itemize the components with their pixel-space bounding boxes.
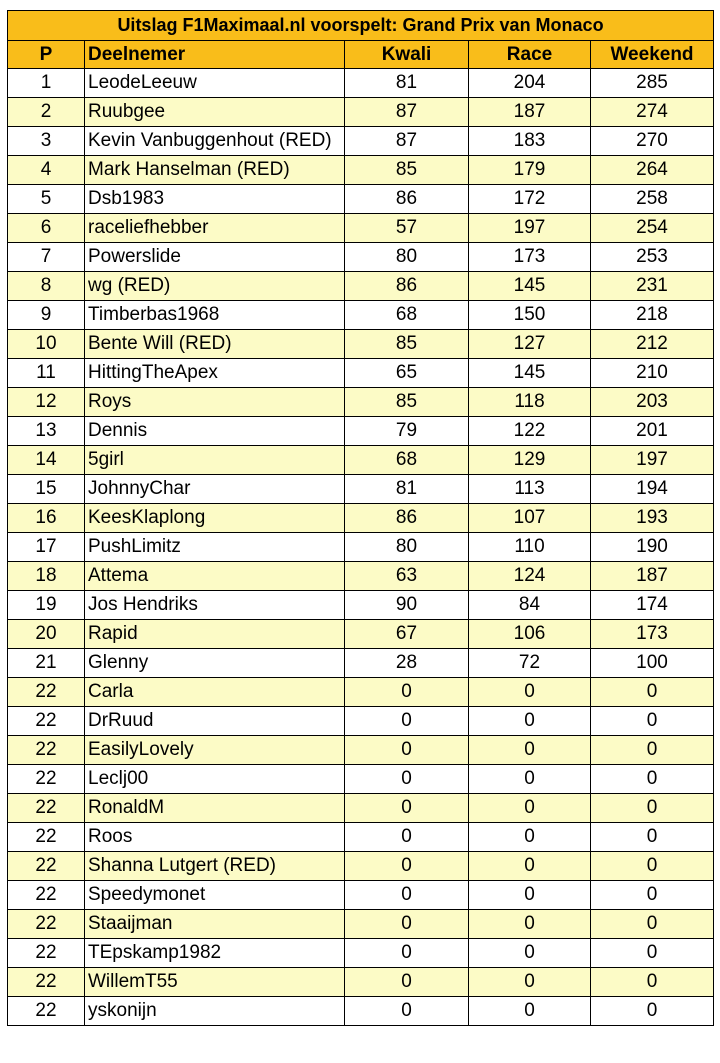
participant-cell[interactable]: TEpskamp1982 (85, 939, 345, 968)
weekend-cell[interactable]: 212 (591, 330, 714, 359)
position-cell[interactable]: 22 (8, 968, 85, 997)
weekend-cell[interactable]: 231 (591, 272, 714, 301)
position-cell[interactable]: 22 (8, 736, 85, 765)
race-cell[interactable]: 118 (469, 388, 591, 417)
table-row (8, 678, 714, 707)
position-cell[interactable]: 8 (8, 272, 85, 301)
qualifying-cell[interactable]: 0 (345, 823, 469, 852)
qualifying-cell[interactable]: 79 (345, 417, 469, 446)
table-row (8, 794, 714, 823)
race-cell[interactable]: 124 (469, 562, 591, 591)
race-cell[interactable]: 150 (469, 301, 591, 330)
participant-cell[interactable]: Leclj00 (85, 765, 345, 794)
race-cell[interactable]: 0 (469, 707, 591, 736)
position-cell[interactable]: 17 (8, 533, 85, 562)
race-cell[interactable]: 179 (469, 156, 591, 185)
qualifying-cell[interactable]: 0 (345, 707, 469, 736)
table-row (8, 243, 714, 272)
qualifying-cell[interactable]: 63 (345, 562, 469, 591)
position-cell[interactable]: 1 (8, 69, 85, 98)
race-cell[interactable]: 0 (469, 765, 591, 794)
weekend-cell[interactable]: 0 (591, 823, 714, 852)
race-cell[interactable]: 127 (469, 330, 591, 359)
table-row (8, 388, 714, 417)
weekend-cell[interactable]: 173 (591, 620, 714, 649)
weekend-cell[interactable]: 0 (591, 707, 714, 736)
table-row (8, 359, 714, 388)
participant-cell[interactable]: yskonijn (85, 997, 345, 1026)
qualifying-cell[interactable]: 0 (345, 678, 469, 707)
weekend-cell[interactable]: 0 (591, 736, 714, 765)
table-row (8, 214, 714, 243)
table-title: Uitslag F1Maximaal.nl voorspelt: Grand Prix van Monaco (8, 11, 714, 41)
table-row (8, 127, 714, 156)
weekend-cell[interactable]: 194 (591, 475, 714, 504)
table-row (8, 562, 714, 591)
table-row (8, 475, 714, 504)
table-row (8, 98, 714, 127)
table-row (8, 910, 714, 939)
race-cell[interactable]: 0 (469, 794, 591, 823)
weekend-cell[interactable]: 193 (591, 504, 714, 533)
participant-cell[interactable]: Attema (85, 562, 345, 591)
table-row (8, 330, 714, 359)
race-cell[interactable]: 122 (469, 417, 591, 446)
race-cell[interactable]: 0 (469, 823, 591, 852)
table-row (8, 968, 714, 997)
qualifying-cell[interactable]: 87 (345, 127, 469, 156)
race-cell[interactable]: 84 (469, 591, 591, 620)
table-row (8, 707, 714, 736)
col-header-participant[interactable]: Deelnemer (85, 41, 345, 69)
participant-cell[interactable]: EasilyLovely (85, 736, 345, 765)
weekend-cell[interactable]: 210 (591, 359, 714, 388)
table-row (8, 997, 714, 1026)
col-header-race[interactable]: Race (469, 41, 591, 69)
weekend-cell[interactable]: 274 (591, 98, 714, 127)
position-cell[interactable]: 3 (8, 127, 85, 156)
col-header-weekend[interactable]: Weekend (591, 41, 714, 69)
table-row (8, 939, 714, 968)
position-cell[interactable]: 13 (8, 417, 85, 446)
position-cell[interactable]: 19 (8, 591, 85, 620)
position-cell[interactable]: 4 (8, 156, 85, 185)
qualifying-cell[interactable]: 57 (345, 214, 469, 243)
table-row (8, 301, 714, 330)
participant-cell[interactable]: KeesKlaplong (85, 504, 345, 533)
qualifying-cell[interactable]: 0 (345, 968, 469, 997)
position-cell[interactable]: 16 (8, 504, 85, 533)
table-row (8, 591, 714, 620)
table-row (8, 156, 714, 185)
position-cell[interactable]: 22 (8, 939, 85, 968)
weekend-cell[interactable]: 0 (591, 678, 714, 707)
weekend-cell[interactable]: 218 (591, 301, 714, 330)
race-cell[interactable]: 145 (469, 272, 591, 301)
participant-cell[interactable]: Ruubgee (85, 98, 345, 127)
weekend-cell[interactable]: 0 (591, 910, 714, 939)
qualifying-cell[interactable]: 85 (345, 156, 469, 185)
qualifying-cell[interactable]: 0 (345, 765, 469, 794)
table-row (8, 417, 714, 446)
weekend-cell[interactable]: 174 (591, 591, 714, 620)
col-header-qualifying[interactable]: Kwali (345, 41, 469, 69)
weekend-cell[interactable]: 0 (591, 968, 714, 997)
position-cell[interactable]: 14 (8, 446, 85, 475)
table-row (8, 446, 714, 475)
race-cell[interactable]: 110 (469, 533, 591, 562)
race-cell[interactable]: 187 (469, 98, 591, 127)
weekend-cell[interactable]: 270 (591, 127, 714, 156)
qualifying-cell[interactable]: 87 (345, 98, 469, 127)
participant-cell[interactable]: Glenny (85, 649, 345, 678)
weekend-cell[interactable]: 201 (591, 417, 714, 446)
qualifying-cell[interactable]: 0 (345, 736, 469, 765)
table-row (8, 185, 714, 214)
weekend-cell[interactable]: 203 (591, 388, 714, 417)
race-cell[interactable]: 204 (469, 69, 591, 98)
position-cell[interactable]: 20 (8, 620, 85, 649)
header-row (8, 41, 714, 69)
position-cell[interactable]: 22 (8, 765, 85, 794)
race-cell[interactable]: 183 (469, 127, 591, 156)
race-cell[interactable]: 0 (469, 939, 591, 968)
qualifying-cell[interactable]: 28 (345, 649, 469, 678)
participant-cell[interactable]: Shanna Lutgert (RED) (85, 852, 345, 881)
position-cell[interactable]: 15 (8, 475, 85, 504)
position-cell[interactable]: 2 (8, 98, 85, 127)
qualifying-cell[interactable]: 0 (345, 881, 469, 910)
qualifying-cell[interactable]: 90 (345, 591, 469, 620)
race-cell[interactable]: 0 (469, 997, 591, 1026)
qualifying-cell[interactable]: 0 (345, 794, 469, 823)
table-row (8, 823, 714, 852)
weekend-cell[interactable]: 258 (591, 185, 714, 214)
participant-cell[interactable]: HittingTheApex (85, 359, 345, 388)
position-cell[interactable]: 7 (8, 243, 85, 272)
position-cell[interactable]: 22 (8, 823, 85, 852)
results-body (8, 69, 714, 1026)
participant-cell[interactable]: Roos (85, 823, 345, 852)
weekend-cell[interactable]: 254 (591, 214, 714, 243)
participant-cell[interactable]: Jos Hendriks (85, 591, 345, 620)
race-cell[interactable]: 0 (469, 852, 591, 881)
participant-cell[interactable]: WillemT55 (85, 968, 345, 997)
weekend-cell[interactable]: 0 (591, 997, 714, 1026)
qualifying-cell[interactable]: 0 (345, 910, 469, 939)
race-cell[interactable]: 72 (469, 649, 591, 678)
participant-cell[interactable]: Staaijman (85, 910, 345, 939)
qualifying-cell[interactable]: 67 (345, 620, 469, 649)
qualifying-cell[interactable]: 0 (345, 997, 469, 1026)
position-cell[interactable]: 22 (8, 678, 85, 707)
position-cell[interactable]: 22 (8, 881, 85, 910)
qualifying-cell[interactable]: 68 (345, 301, 469, 330)
participant-cell[interactable]: Bente Will (RED) (85, 330, 345, 359)
participant-cell[interactable]: DrRuud (85, 707, 345, 736)
qualifying-cell[interactable]: 80 (345, 243, 469, 272)
table-row (8, 649, 714, 678)
table-row (8, 852, 714, 881)
weekend-cell[interactable]: 100 (591, 649, 714, 678)
race-cell[interactable]: 106 (469, 620, 591, 649)
position-cell[interactable]: 10 (8, 330, 85, 359)
qualifying-cell[interactable]: 81 (345, 475, 469, 504)
weekend-cell[interactable]: 0 (591, 765, 714, 794)
weekend-cell[interactable]: 190 (591, 533, 714, 562)
position-cell[interactable]: 9 (8, 301, 85, 330)
position-cell[interactable]: 5 (8, 185, 85, 214)
weekend-cell[interactable]: 197 (591, 446, 714, 475)
position-cell[interactable]: 6 (8, 214, 85, 243)
weekend-cell[interactable]: 0 (591, 852, 714, 881)
qualifying-cell[interactable]: 0 (345, 852, 469, 881)
results-sheet (7, 10, 713, 1026)
participant-cell[interactable]: Powerslide (85, 243, 345, 272)
participant-cell[interactable]: Rapid (85, 620, 345, 649)
race-cell[interactable]: 107 (469, 504, 591, 533)
participant-cell[interactable]: Dennis (85, 417, 345, 446)
qualifying-cell[interactable]: 86 (345, 185, 469, 214)
table-row (8, 736, 714, 765)
race-cell[interactable]: 113 (469, 475, 591, 504)
participant-cell[interactable]: RonaldM (85, 794, 345, 823)
qualifying-cell[interactable]: 0 (345, 939, 469, 968)
participant-cell[interactable]: 5girl (85, 446, 345, 475)
table-row (8, 69, 714, 98)
position-cell[interactable]: 22 (8, 794, 85, 823)
table-row (8, 765, 714, 794)
position-cell[interactable]: 12 (8, 388, 85, 417)
race-cell[interactable]: 0 (469, 881, 591, 910)
participant-cell[interactable]: Timberbas1968 (85, 301, 345, 330)
position-cell[interactable]: 11 (8, 359, 85, 388)
table-row (8, 272, 714, 301)
weekend-cell[interactable]: 264 (591, 156, 714, 185)
qualifying-cell[interactable]: 85 (345, 388, 469, 417)
table-row (8, 881, 714, 910)
position-cell[interactable]: 22 (8, 707, 85, 736)
weekend-cell[interactable]: 0 (591, 881, 714, 910)
qualifying-cell[interactable]: 65 (345, 359, 469, 388)
race-cell[interactable]: 145 (469, 359, 591, 388)
participant-cell[interactable]: Dsb1983 (85, 185, 345, 214)
weekend-cell[interactable]: 187 (591, 562, 714, 591)
position-cell[interactable]: 22 (8, 910, 85, 939)
table-row (8, 533, 714, 562)
race-cell[interactable]: 0 (469, 678, 591, 707)
race-cell[interactable]: 129 (469, 446, 591, 475)
participant-cell[interactable]: Speedymonet (85, 881, 345, 910)
participant-cell[interactable]: Mark Hanselman (RED) (85, 156, 345, 185)
position-cell[interactable]: 22 (8, 852, 85, 881)
weekend-cell[interactable]: 253 (591, 243, 714, 272)
table-row (8, 504, 714, 533)
race-cell[interactable]: 197 (469, 214, 591, 243)
participant-cell[interactable]: raceliefhebber (85, 214, 345, 243)
race-cell[interactable]: 0 (469, 736, 591, 765)
race-cell[interactable]: 0 (469, 910, 591, 939)
participant-cell[interactable]: Carla (85, 678, 345, 707)
participant-cell[interactable]: wg (RED) (85, 272, 345, 301)
weekend-cell[interactable]: 0 (591, 939, 714, 968)
position-cell[interactable]: 18 (8, 562, 85, 591)
qualifying-cell[interactable]: 85 (345, 330, 469, 359)
participant-cell[interactable]: Kevin Vanbuggenhout (RED) (85, 127, 345, 156)
weekend-cell[interactable]: 285 (591, 69, 714, 98)
position-cell[interactable]: 22 (8, 997, 85, 1026)
participant-cell[interactable]: Roys (85, 388, 345, 417)
participant-cell[interactable]: LeodeLeeuw (85, 69, 345, 98)
position-cell[interactable]: 21 (8, 649, 85, 678)
results-table (7, 10, 714, 1026)
qualifying-cell[interactable]: 86 (345, 504, 469, 533)
participant-cell[interactable]: JohnnyChar (85, 475, 345, 504)
qualifying-cell[interactable]: 86 (345, 272, 469, 301)
race-cell[interactable]: 173 (469, 243, 591, 272)
col-header-position[interactable]: P (8, 41, 85, 69)
qualifying-cell[interactable]: 81 (345, 69, 469, 98)
qualifying-cell[interactable]: 68 (345, 446, 469, 475)
qualifying-cell[interactable]: 80 (345, 533, 469, 562)
weekend-cell[interactable]: 0 (591, 794, 714, 823)
participant-cell[interactable]: PushLimitz (85, 533, 345, 562)
race-cell[interactable]: 172 (469, 185, 591, 214)
race-cell[interactable]: 0 (469, 968, 591, 997)
table-row (8, 620, 714, 649)
